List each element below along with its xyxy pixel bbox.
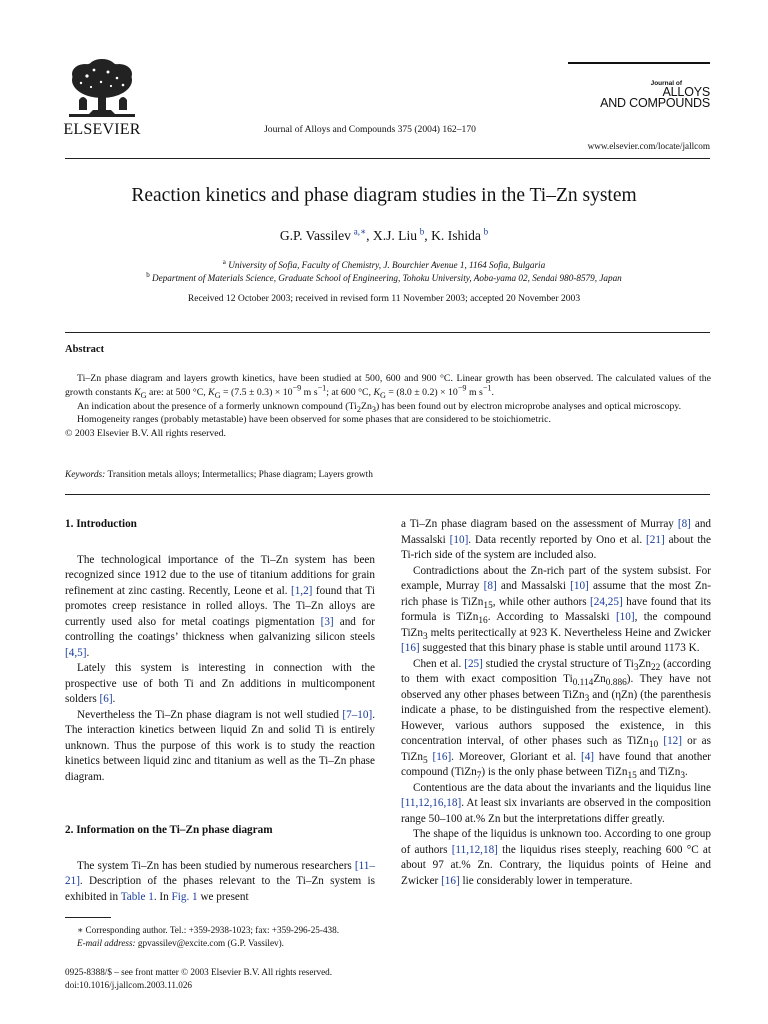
text-run: lie considerably lower in temperature. <box>459 874 633 887</box>
text-run: = (7.5 ± 0.3) × 10 <box>220 386 293 398</box>
text-run: . The interaction kinetics between liquid Zn and solid Ti is entirely unknown. Thus the purpose of this work is to study the reaction kinetics between liquid zinc and titanium as well as the Ti–Zn phase diagram. <box>65 708 375 783</box>
subscript: 10 <box>648 740 659 751</box>
text-run: Zn <box>638 657 651 670</box>
citation-link[interactable]: [7–10] <box>342 708 373 721</box>
text-run: are: at 500 °C, <box>146 386 209 398</box>
citation-link[interactable]: [21] <box>646 533 665 546</box>
text-run: or as TiZn <box>401 735 711 763</box>
superscript: −9 <box>292 383 302 393</box>
text-run: . <box>86 646 90 659</box>
elsevier-logo <box>60 58 144 139</box>
citation-link[interactable]: [1,2] <box>290 584 313 597</box>
abstract-paragraph <box>65 413 711 427</box>
subscript: 15 <box>483 600 493 611</box>
text-run: have found that its formula is TiZn <box>401 595 711 623</box>
front-matter-line: 0925-8388/$ – see front matter © 2003 Elsevier B.V. All rights reserved. <box>65 967 333 977</box>
journal-logo-title <box>568 87 710 109</box>
text-run: ) has been found out by electron microprobe analyses and optical microscopy. <box>375 400 682 412</box>
email-label: E-mail address: <box>77 938 136 948</box>
text-run: An indication about the presence of a formerly unknown compound (Ti <box>77 400 357 412</box>
citation-link[interactable]: [11,12,18] <box>451 843 498 856</box>
text-run: and (ηZn) (the parenthesis indicate a phase, to be distinguished from the respective element). However, various authors supposed the existence, in this concentration interval, of other phases such as TiZn <box>401 688 711 747</box>
abstract-heading: Abstract <box>65 344 105 355</box>
author-list <box>0 228 768 244</box>
text-run: Zn <box>593 673 606 685</box>
abstract-body <box>65 372 711 441</box>
left-column <box>65 517 375 905</box>
subscript: 0.114 <box>572 678 594 689</box>
subscript: 16 <box>478 616 488 627</box>
text-run: and for controlling the coatings’ thickness when galvanizing silicon steels <box>65 615 375 643</box>
body-paragraph <box>401 827 711 889</box>
section-heading: 2. Information on the Ti–Zn phase diagram <box>65 824 273 836</box>
citation-link[interactable]: [25] <box>464 657 483 670</box>
text-run: melts peritectically at 923 K. Nevertheless Heine and Zwicker <box>427 626 711 639</box>
author-affiliation-marker[interactable]: a,∗ <box>353 226 367 237</box>
body-paragraph <box>401 517 711 564</box>
text-run: m s <box>466 386 483 398</box>
citation-link[interactable]: [16] <box>432 750 452 763</box>
body-paragraph <box>65 661 375 708</box>
citation-link[interactable]: [12] <box>663 735 682 747</box>
citation-link[interactable]: [8] <box>483 580 497 592</box>
subscript: 7 <box>476 771 482 782</box>
text-run: . <box>112 693 116 705</box>
subscript: 5 <box>422 755 428 766</box>
keywords-divider <box>65 494 710 495</box>
text-run: a Ti–Zn phase diagram based on the assessment of Murray <box>401 518 678 530</box>
journal-logo-line1: ALLOYS <box>662 85 710 99</box>
text-run: have found that another compound (TiZn <box>401 750 712 778</box>
affiliation-a-marker: a <box>222 257 226 266</box>
text-run: Nevertheless the Ti–Zn phase diagram is not well studied <box>77 708 343 721</box>
author-name: X.J. Liu <box>372 228 418 243</box>
text-run: The system Ti–Zn has been studied by numerous researchers <box>77 859 355 872</box>
subscript: 3 <box>422 631 428 642</box>
section-heading: 1. Introduction <box>65 518 137 530</box>
subscript: 15 <box>627 771 637 782</box>
author-name: G.P. Vassilev <box>279 228 351 243</box>
superscript: −1 <box>317 383 327 393</box>
subscript: 22 <box>650 662 661 673</box>
subscript: G <box>214 390 221 400</box>
citation-link[interactable]: [8] <box>677 518 691 530</box>
journal-url-link[interactable]: www.elsevier.com/locate/jallcom <box>587 141 710 151</box>
citation-link[interactable]: [11–21] <box>65 859 375 887</box>
subscript: 0.886 <box>605 678 627 689</box>
text-run: (according to them with exact composition Ti <box>401 657 711 685</box>
text-run: ) is the only phase between TiZn <box>481 766 628 778</box>
text-run: we present <box>197 890 249 903</box>
abstract-paragraph <box>65 372 711 400</box>
affiliation-b-text: Department of Materials Science, Graduate School of Engineering, Tohoku University, Aoba-yama 02, Sendai 980-8579, Japan <box>152 273 622 283</box>
keywords-text: Transition metals alloys; Intermetallics; Phase diagram; Layers growth <box>107 470 373 480</box>
affiliation-a-text: University of Sofia, Faculty of Chemistry, J. Bourchier Avenue 1, 1164 Sofia, Bulgaria <box>228 260 546 270</box>
subscript: 2 <box>356 404 361 414</box>
subscript: G <box>140 390 147 400</box>
citation-link[interactable]: [11,12,16,18] <box>401 797 462 809</box>
text-run: . Description of the phases relevant to the Ti–Zn system is exhibited in <box>65 875 375 903</box>
text-run: ). They have not observed any other phases between TiZn <box>401 673 711 701</box>
citation-link[interactable]: [6] <box>99 693 113 705</box>
text-run: . <box>491 386 494 398</box>
text-run: about the Ti-rich side of the system are included also. <box>401 533 711 561</box>
subscript: 3 <box>584 693 590 704</box>
text-run: and Massalski <box>496 580 571 592</box>
text-run: . According to Massalski <box>487 611 616 623</box>
subscript: G <box>380 390 386 400</box>
text-run: m s <box>301 386 318 398</box>
text-run: The shape of the liquidus is unknown too. According to one group of authors <box>401 828 711 856</box>
page-footer <box>65 966 332 992</box>
journal-logo <box>568 62 710 109</box>
keywords <box>65 470 711 480</box>
text-run: = (8.0 ± 0.2) × 10 <box>385 386 458 398</box>
affiliation-b-marker: b <box>146 270 150 279</box>
citation-link[interactable]: [10] <box>615 611 635 623</box>
text-run: Chen et al. <box>413 657 465 670</box>
affiliation-b <box>0 270 768 283</box>
text-run: Homogeneity ranges (probably metastable) have been observed for some phases that are considered to be stoichiometric. <box>77 414 551 426</box>
citation-link[interactable]: [24,25] <box>590 595 623 608</box>
header-divider <box>65 158 710 159</box>
math-symbol: K <box>208 386 215 398</box>
text-run: studied the crystal structure of Ti <box>482 657 634 670</box>
text-run: . In <box>153 890 172 903</box>
citation-link[interactable]: [3] <box>320 615 334 628</box>
text-run: © 2003 Elsevier B.V. All rights reserved. <box>65 428 226 440</box>
subscript: 3 <box>371 404 376 414</box>
body-paragraph <box>401 657 711 781</box>
author-separator: , <box>366 228 373 243</box>
paper-title: Reaction kinetics and phase diagram studies in the Ti–Zn system <box>131 185 637 206</box>
body-paragraph <box>65 859 375 906</box>
keywords-label: Keywords: <box>65 470 106 480</box>
received-dates: Received 12 October 2003; received in revised form 11 November 2003; accepted 20 November 2003 <box>187 293 581 304</box>
citation-link[interactable]: [16] <box>401 642 420 654</box>
text-run: , while other authors <box>492 595 591 608</box>
email-address: gpvassilev@excite.com (G.P. Vassilev). <box>137 938 284 948</box>
text-run: Zn <box>360 400 372 412</box>
text-run: . Data recently reported by Ono et al. <box>468 533 647 546</box>
body-paragraph <box>401 564 711 657</box>
abstract-paragraph <box>65 400 711 414</box>
author-affiliation-marker[interactable]: b <box>483 226 489 237</box>
text-run: the liquidus rises steeply, reaching 600 °C at about 97 at.% Zn. Contrary, the liquidus points of Heine and Zwicker <box>401 843 711 887</box>
text-run: suggested that this binary phase is stable until around 1173 K. <box>419 642 700 654</box>
text-run: assume that the most Zn-rich phase is TiZn <box>401 580 711 608</box>
citation-link[interactable]: [4,5] <box>65 646 87 659</box>
abstract-paragraph <box>65 427 711 441</box>
text-run: and TiZn <box>636 766 681 778</box>
abstract-divider <box>65 332 710 333</box>
citation-link[interactable]: Fig. 1 <box>171 890 198 903</box>
publisher-name: ELSEVIER <box>63 121 141 138</box>
subscript: 3 <box>633 662 639 673</box>
superscript: −9 <box>457 383 467 393</box>
citation-link[interactable]: Table 1 <box>120 890 154 903</box>
author-separator: , <box>424 228 432 243</box>
text-run: and Massalski <box>401 518 712 546</box>
text-run: found that Ti promotes creep resistance in rolled alloys. The Ti–Zn alloys are currently used also for metal coatings pigmentation <box>65 584 375 628</box>
text-run: . Moreover, Gloriant et al. <box>451 750 581 763</box>
body-paragraph <box>65 708 375 786</box>
math-symbol: K <box>134 386 141 398</box>
author-affiliation-marker[interactable]: b <box>419 226 425 237</box>
math-symbol: K <box>373 386 380 398</box>
corresponding-author-note: ∗ Corresponding author. Tel.: +359-2938-1023; fax: +359-296-25-438. <box>77 925 340 935</box>
body-paragraph <box>401 781 711 828</box>
citation-link[interactable]: [10] <box>449 533 469 546</box>
text-run: Contentious are the data about the invariants and the liquidus line <box>413 781 711 794</box>
citation-link[interactable]: [4] <box>580 750 595 763</box>
doi-line: doi:10.1016/j.jallcom.2003.11.026 <box>65 980 193 990</box>
journal-citation: Journal of Alloys and Compounds 375 (2004) 162–170 <box>264 124 476 135</box>
footnote-divider <box>65 917 111 918</box>
text-run: Lately this system is interesting in connection with the prospective use of both Ti and Zn additions in multicomponent solders <box>65 662 375 705</box>
elsevier-tree-icon <box>63 58 141 120</box>
superscript: −1 <box>482 383 492 393</box>
footnote <box>65 924 380 950</box>
text-run: Ti–Zn phase diagram and layers growth kinetics, have been studied at 500, 600 and 900 °C. Linear growth has been observed. The calculated values of the growth constants <box>65 373 711 398</box>
journal-logo-of: Journal of <box>650 80 682 87</box>
author-name: K. Ishida <box>431 228 481 243</box>
text-run: ; at 600 °C, <box>326 386 374 398</box>
text-run: . <box>684 766 688 778</box>
body-paragraph <box>65 553 375 662</box>
citation-link[interactable]: [16] <box>441 874 460 887</box>
right-column <box>401 517 711 889</box>
text-run: The technological importance of the Ti–Zn system has been recognized since 1912 due to the use of titanium additions for grain refinement at zinc casting. Recently, Leone et al. <box>65 553 375 597</box>
text-run: . At least six invariants are observed in the composition range 50–100 at.% Zn but the interpretations differ greatly. <box>401 797 711 825</box>
subscript: 3 <box>680 771 685 782</box>
text-run: , the compound TiZn <box>401 611 711 639</box>
citation-link[interactable]: [10] <box>570 580 589 592</box>
affiliation-a <box>0 257 768 270</box>
text-run: Contradictions about the Zn-rich part of the system subsist. For example, Murray <box>401 564 711 592</box>
journal-logo-line2: AND COMPOUNDS <box>600 96 710 110</box>
